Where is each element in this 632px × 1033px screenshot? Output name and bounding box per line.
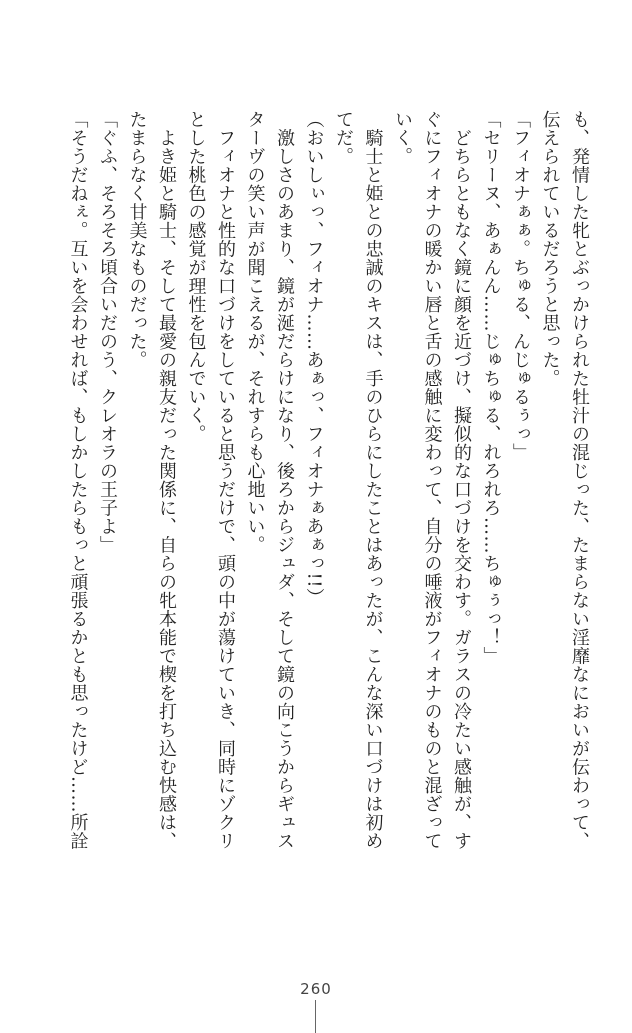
- text-line: 「ぐふ、そろそろ頃合いだのう、クレオラの王子よ」: [97, 110, 118, 554]
- page-divider: [315, 1000, 316, 1033]
- text-line: フィオナと性的な口づけをしていると思うだけで、頭の中が蕩けていき、同時にゾクリ: [215, 110, 236, 850]
- text-line: よき姫と騎士、そして最愛の親友だった関係に、自らの牝本能で楔を打ち込む快感は、: [156, 110, 177, 850]
- text-line: 伝えられているだろうと思った。: [539, 110, 561, 388]
- text-line: （おいしぃっ、フィオナ……あぁっ、フィオナぁあぁっ!!）: [303, 110, 325, 607]
- text-line: も、発情した牝とぶっかけられた牡汁の混じった、たまらない淫靡なにおいが伝わって、: [569, 110, 590, 850]
- page-number: 260: [300, 980, 332, 998]
- text-line: たまらなく甘美なものだった。: [126, 110, 148, 369]
- text-line: ぐにフィオナの暖かい唇と舌の感触に変わって、自分の唾液がフィオナのものと混ざって: [421, 110, 443, 850]
- body-text: [38, 110, 594, 850]
- text-line: 「セリーヌ、あぁんん……じゅちゅる、れろれろ……ちゅぅっ！」: [480, 110, 502, 665]
- text-line: ターヴの笑い声が聞こえるが、それすらも心地いい。: [244, 110, 266, 554]
- text-line: てだ。: [333, 110, 354, 166]
- text-line: 騎士と姫との忠誠のキスは、手のひらにしたことはあったが、こんな深い口づけは初め: [362, 110, 384, 850]
- text-line: とした桃色の感覚が理性を包んでいく。: [185, 110, 207, 443]
- text-line: 「そうだねぇ。互いを会わせれば、もしかしたらもっと頑張るかとも思ったけど……所詮: [67, 110, 89, 850]
- text-line: いく。: [392, 110, 413, 166]
- text-line: 激しさのあまり、鏡が涎だらけになり、後ろからジュダ、そして鏡の向こうからギュス: [274, 110, 295, 850]
- text-line: どちらともなく鏡に顔を近づけ、擬似的な口づけを交わす。ガラスの冷たい感触が、す: [451, 110, 472, 850]
- text-line: 「フィオナぁぁ。ちゅる、んじゅるぅっ」: [510, 110, 531, 462]
